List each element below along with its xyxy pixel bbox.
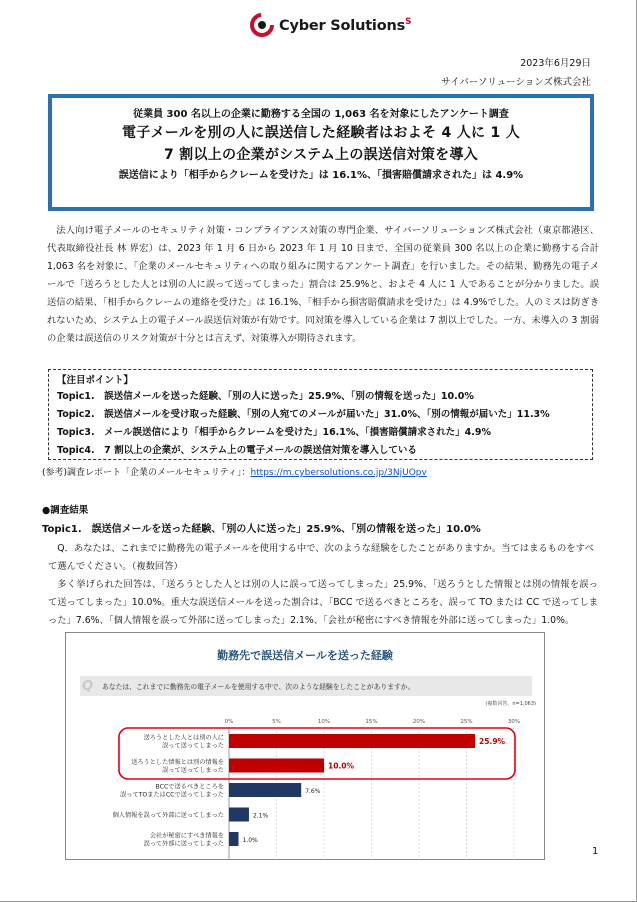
intro-paragraph: 法人向け電子メールのセキュリティ対策・コンプライアンス対策の専門企業、サイバーソリューションズ株式会社（東京都港区、代表取締役社長 林 界宏）は、2023 年 1 月 6 日から 2023 年 1 月 10 日まで、全国の従業員 300 名以上の企業に勤務する合計 1,063 名を対象に、「企業のメールセキュリティへの取り組みに関するアンケート調査」を行いました。その結果、勤務先の電子メールで「送ろうとした人とは別の人に誤って送ってしまった」割合は 25.9%と、およそ 4 人に 1 人であることが分かりました。誤送信の結果、「相手からクレームの連絡を受けた」は 16.1%、「相手から損害賠償請求を受けた」は 4.9%でした。人のミスは防ぎきれないため、システム上の電子メール誤送信対策が有効です。同対策を導入している企業は 7 割以上でした。一方、未導入の 3 割弱の企業は誤送信のリスク対策が十分とは言えず、対策導入が期待されます。 (47, 225, 599, 344)
bar (229, 783, 301, 797)
reference-prefix: (参考)調査レポート「企業のメールセキュリティ」： (42, 468, 251, 478)
category-label: 送ろうとした情報とは別の情報を (131, 759, 224, 766)
company-name: サイバーソリューションズ株式会社 (441, 77, 591, 88)
key-point-item: Topic3. メール誤送信により「相手からクレームを受けた」16.1%、「損害賠償請求された」4.9% (57, 427, 492, 438)
headline-main-1: 電子メールを別の人に誤送信した経験者はおよそ 4 人に 1 人 (122, 125, 520, 141)
category-label: 会社が秘密にすべき情報を (149, 832, 224, 840)
reference-note (42, 466, 427, 480)
survey-answer: 多く挙げられた回答は、「送ろうとした人とは別の人に誤って送ってしまった」25.9%、「送ろうとした情報とは別の情報を誤って送ってしまった」10.0%。重大な誤送信メールを送った割合は、「BCC で送るべきところを、誤って TO または CC で送ってしまった」7.6%、「個人情報を誤って外部に送ってしまった」2.1%、「会社が秘密にすべき情報を外部に送ってしまった」1.0%。 (48, 579, 598, 626)
topic1-heading: Topic1. 誤送信メールを送った経験、「別の人に送った」25.9%、「別の情報を送った」10.0% (42, 524, 481, 535)
category-label: 誤って送ってしまった (162, 742, 224, 750)
data-label: 2.1% (252, 812, 269, 820)
key-point-item: Topic2. 誤送信メールを受け取った経験、「別の人宛てのメールが届いた」31.0%、「別の情報が届いた」11.3% (57, 409, 550, 420)
bar (229, 734, 475, 748)
key-points-title: 【注目ポイント】 (57, 375, 134, 386)
bar-chart (66, 633, 546, 861)
logo-text: Cyber Solutions$^S$ (279, 16, 412, 34)
data-label: 1.0% (242, 837, 258, 844)
bar (229, 832, 239, 846)
category-label: BCCで送るべきところを (155, 783, 224, 791)
key-point-item: Topic1. 誤送信メールを送った経験、「別の人に送った」25.9%、「別の情報を送った」10.0% (57, 391, 474, 402)
x-tick-label: 30% (507, 719, 521, 725)
question-mark-icon: Q (82, 679, 94, 694)
x-tick-label: 0% (224, 719, 234, 725)
x-tick-label: 20% (412, 719, 426, 725)
data-label: 10.0% (328, 761, 355, 771)
data-label: 25.9% (479, 737, 506, 746)
x-tick-label: 5% (272, 719, 281, 725)
survey-question: Q．あなたは、これまでに勤務先の電子メールを使用する中で、次のような経験をしたことがありますか。当てはまるものをすべて選んでください。（複数回答） (48, 543, 594, 572)
bar (229, 808, 249, 822)
report-link[interactable]: https://m.cybersolutions.co.jp/3NjUOpv (250, 468, 427, 478)
chart-title: 勤務先で誤送信メールを送った経験 (217, 649, 393, 662)
category-label: 送ろうとした人とは別の人に (143, 734, 224, 742)
category-label: 個人情報を誤って外部に送ってしまった (112, 812, 224, 819)
category-label: 誤ってTOまたはCCで送ってしまった (120, 791, 224, 799)
category-label: 誤って外部に送ってしまった (143, 840, 224, 848)
key-points-box (48, 369, 593, 460)
headline-box (48, 94, 594, 211)
category-label: 誤って送ってしまった (162, 767, 224, 774)
key-point-item: Topic4. 7 割以上の企業が、システム上の電子メールの誤送信対策を導入している (57, 445, 417, 456)
chart-basis-note: (複数回答、n=1,063) (485, 701, 536, 707)
x-tick-label: 25% (460, 719, 473, 725)
x-tick-label: 15% (365, 719, 378, 725)
headline-subtitle: 従業員 300 名以上の企業に勤務する全国の 1,063 名を対象にしたアンケート調査 (133, 109, 509, 120)
results-heading: ●調査結果 (42, 505, 89, 516)
logo-mark-icon (250, 13, 274, 37)
chart-container (65, 632, 545, 860)
bar (229, 759, 324, 773)
release-date: 2023年6月29日 (520, 58, 591, 69)
data-label: 7.6% (305, 788, 321, 795)
page-number: 1 (592, 846, 599, 857)
company-logo (250, 13, 411, 37)
headline-footnote: 誤送信により「相手からクレームを受けた」は 16.1%、「損害賠償請求された」は 4.9% (118, 170, 524, 181)
x-tick-label: 10% (317, 719, 331, 725)
chart-question-text: あなたは、これまでに勤務先の電子メールを使用する中で、次のような経験をしたことがありますか。 (102, 683, 415, 691)
headline-main-2: 7 割以上の企業がシステム上の誤送信対策を導入 (163, 147, 479, 163)
